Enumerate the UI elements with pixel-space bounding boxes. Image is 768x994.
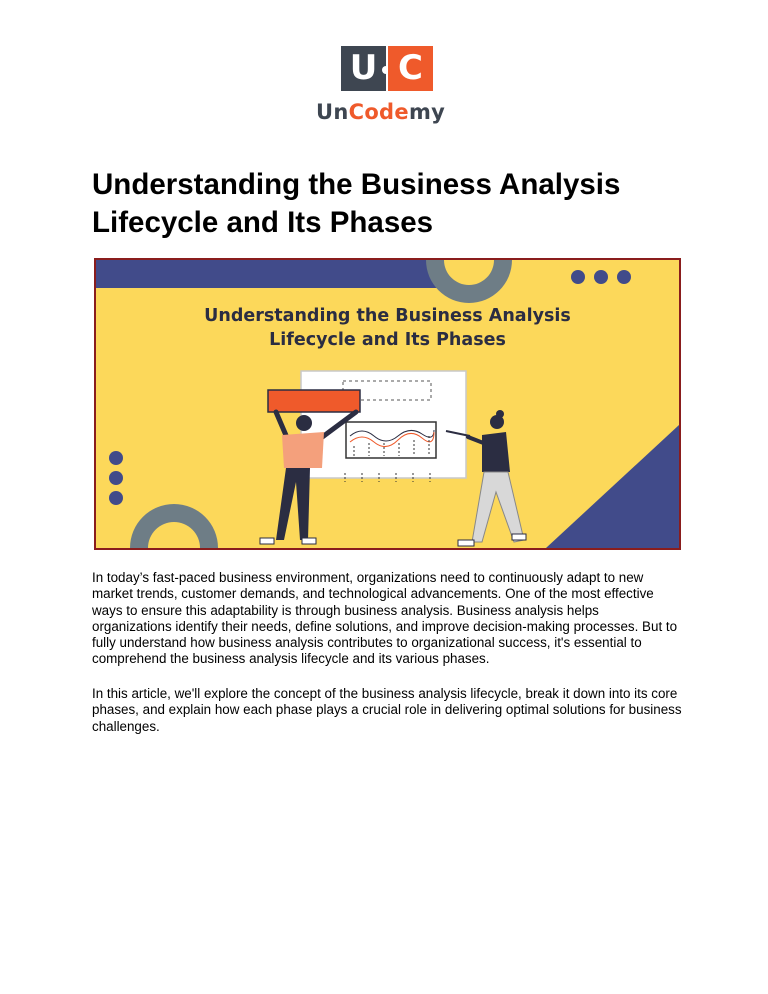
man-shoe xyxy=(260,538,274,544)
man-head xyxy=(296,415,312,431)
woman-shoe xyxy=(458,540,474,546)
logo-letter-u: U xyxy=(341,46,386,91)
man-shirt xyxy=(282,432,324,468)
dot-icon xyxy=(594,270,608,284)
logo-letter-c: C xyxy=(388,46,433,91)
woman-pants xyxy=(472,472,524,542)
woman-top xyxy=(482,432,510,472)
article-title: Understanding the Business Analysis Lifecycle and Its Phases xyxy=(92,168,621,239)
man-shoe xyxy=(302,538,316,544)
dot-icon xyxy=(617,270,631,284)
corner-triangle xyxy=(546,425,679,548)
dot-icon xyxy=(109,471,123,485)
top-navy-bar xyxy=(96,260,441,288)
intro-paragraph: In today’s fast-paced business environment, organizations need to continuously adapt to new market trends, customer demands, and technological advancements. One of the most effective ways to ensure this adaptability is through business analysis. Business analysis helps organizations identify their needs, define solutions, and improve decision-making processes. But to fully understand how business analysis contributes to organizational success, it's essential to comprehend the business analysis lifecycle and its various phases. xyxy=(92,570,678,667)
top-arc-shape xyxy=(426,260,512,303)
logo-wordmark: UnCodemy xyxy=(316,100,446,124)
woman-shoe xyxy=(512,534,526,540)
bottom-arc-shape xyxy=(130,504,218,548)
man-legs xyxy=(276,468,310,540)
hero-banner xyxy=(94,258,681,550)
banner-title: Understanding the Business Analysis Lifecycle and Its Phases xyxy=(204,306,571,350)
dot-icon xyxy=(109,451,123,465)
orange-card xyxy=(268,390,360,412)
dot-icon xyxy=(571,270,585,284)
dot-icon xyxy=(109,491,123,505)
article-overview-paragraph: In this article, we'll explore the concept of the business analysis lifecycle, break it down into its core phases, and explain how each phase plays a crucial role in delivering optimal solutions for business challenges. xyxy=(92,686,682,734)
uncodemy-logo xyxy=(308,40,464,136)
